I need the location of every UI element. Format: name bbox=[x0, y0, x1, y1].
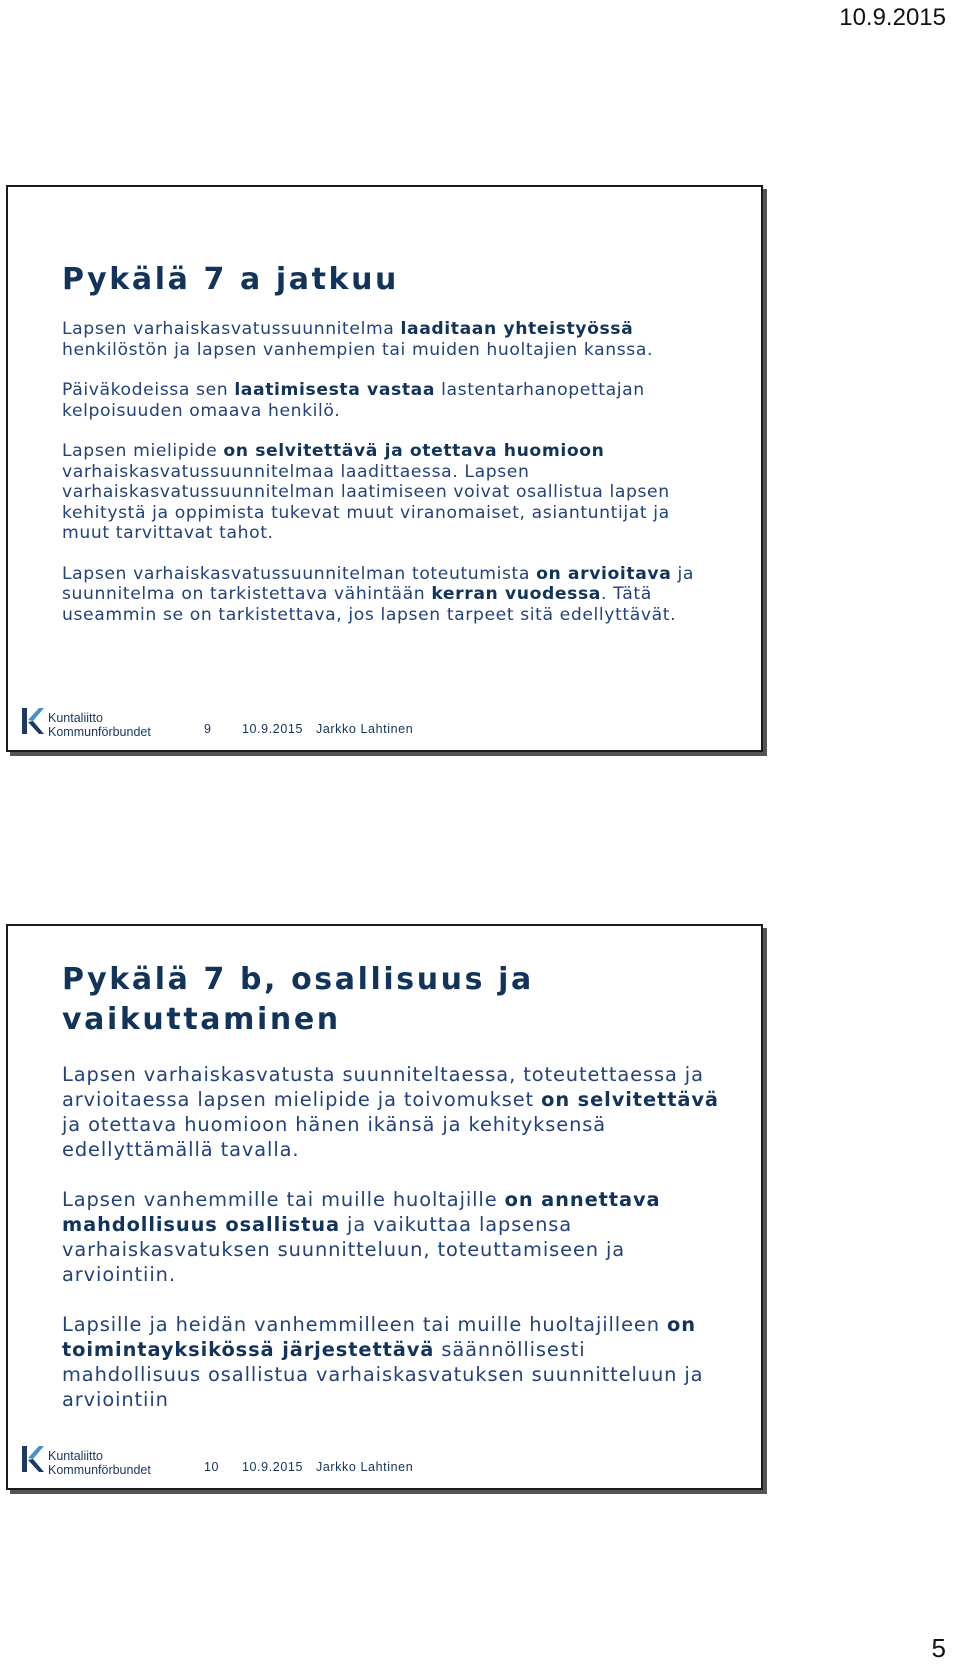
logo-text-line2: Kommunförbundet bbox=[48, 1463, 151, 1477]
slide-number: 10 bbox=[204, 1460, 220, 1474]
emphasized-text: laaditaan yhteistyössä bbox=[400, 319, 634, 339]
text-run: Lapsen mielipide bbox=[62, 441, 224, 461]
text-run: Lapsen varhaiskasvatussuunnitelma bbox=[62, 319, 401, 339]
kuntaliitto-k-icon bbox=[22, 1444, 44, 1474]
footer-author: Jarkko Lahtinen bbox=[316, 1460, 414, 1474]
text-run: varhaiskasvatussuunnitelmaa laadittaessa. Lapsen varhaiskasvatussuunnitelman laatimiseen voivat osallistua lapsen kehitystä ja oppimista tukevat muut viranomaiset, asiantuntijat ja muut tarvittavat tahot. bbox=[62, 461, 670, 543]
text-run: Lapsen vanhemmille tai muille huoltajille bbox=[62, 1188, 505, 1211]
text-run: ja otettava huomioon hänen ikänsä ja kehityksensä edellyttämällä tavalla. bbox=[62, 1113, 607, 1161]
page-date: 10.9.2015 bbox=[839, 4, 946, 31]
footer-date: 10.9.2015 bbox=[242, 1460, 304, 1474]
footer-date: 10.9.2015 bbox=[242, 722, 304, 736]
slide-10 bbox=[6, 924, 763, 1490]
kuntaliitto-logo bbox=[22, 702, 172, 742]
slide-footer bbox=[18, 1440, 751, 1480]
paragraph bbox=[62, 564, 722, 626]
logo-text-line1: Kuntaliitto bbox=[48, 1449, 103, 1463]
text-run: Lapsen varhaiskasvatussuunnitelman toteutumista bbox=[62, 563, 537, 584]
emphasized-text: on selvitettävä bbox=[541, 1088, 719, 1111]
slide-footer bbox=[18, 702, 751, 742]
text-run: . Tätä useammin se on tarkistettava, jos lapsen tarpeet sitä edellyttävät. bbox=[62, 584, 677, 625]
text-run: henkilöstön ja lapsen vanhempien tai muiden huoltajien kanssa. bbox=[62, 339, 654, 360]
emphasized-text: kerran vuodessa bbox=[431, 584, 602, 604]
emphasized-text: on arvioitava bbox=[536, 563, 672, 584]
slide-body bbox=[62, 1062, 722, 1437]
text-run: säännöllisesti mahdollisuus osallistua varhaiskasvatuksen suunnitteluun ja arviointiin bbox=[62, 1338, 704, 1411]
logo-text-line1: Kuntaliitto bbox=[48, 711, 103, 725]
paragraph bbox=[62, 441, 722, 544]
slide-title: Pykälä 7 b, osallisuus ja vaikuttaminen bbox=[62, 962, 534, 1037]
text-run: ja vaikuttaa lapsensa varhaiskasvatuksen suunnitteluun, toteuttamiseen ja arviointiin. bbox=[62, 1213, 626, 1286]
page-number: 5 bbox=[931, 1633, 946, 1663]
emphasized-text: on toimintayksikössä järjestettävä bbox=[62, 1313, 696, 1361]
paragraph bbox=[62, 1312, 722, 1412]
slide-number: 9 bbox=[204, 722, 212, 736]
paragraph bbox=[62, 1187, 722, 1287]
text-run: Lapsen varhaiskasvatusta suunniteltaessa, toteutettaessa ja arvioitaessa lapsen mielipide ja toivomukset bbox=[62, 1063, 704, 1111]
text-run: Lapsille ja heidän vanhemmilleen tai muille huoltajilleen bbox=[62, 1313, 668, 1336]
paragraph bbox=[62, 319, 722, 360]
emphasized-text: laatimisesta vastaa bbox=[234, 380, 436, 400]
text-run: Päiväkodeissa sen bbox=[62, 380, 235, 400]
footer-author: Jarkko Lahtinen bbox=[316, 722, 414, 736]
text-run: ja suunnitelma on tarkistettava vähintään bbox=[62, 563, 694, 604]
logo-text-line2: Kommunförbundet bbox=[48, 725, 151, 739]
emphasized-text: on selvitettävä ja otettava huomioon bbox=[223, 441, 605, 461]
kuntaliitto-logo bbox=[22, 1440, 172, 1480]
kuntaliitto-k-icon bbox=[22, 706, 44, 736]
emphasized-text: on annettava mahdollisuus osallistua bbox=[62, 1188, 661, 1236]
paragraph bbox=[62, 1062, 722, 1162]
slide-9 bbox=[6, 185, 763, 752]
slide-title: Pykälä 7 a jatkuu bbox=[62, 262, 400, 297]
text-run: lastentarhanopettajan kelpoisuuden omaava henkilö. bbox=[62, 380, 645, 421]
slide-body bbox=[62, 319, 722, 645]
paragraph bbox=[62, 380, 722, 421]
